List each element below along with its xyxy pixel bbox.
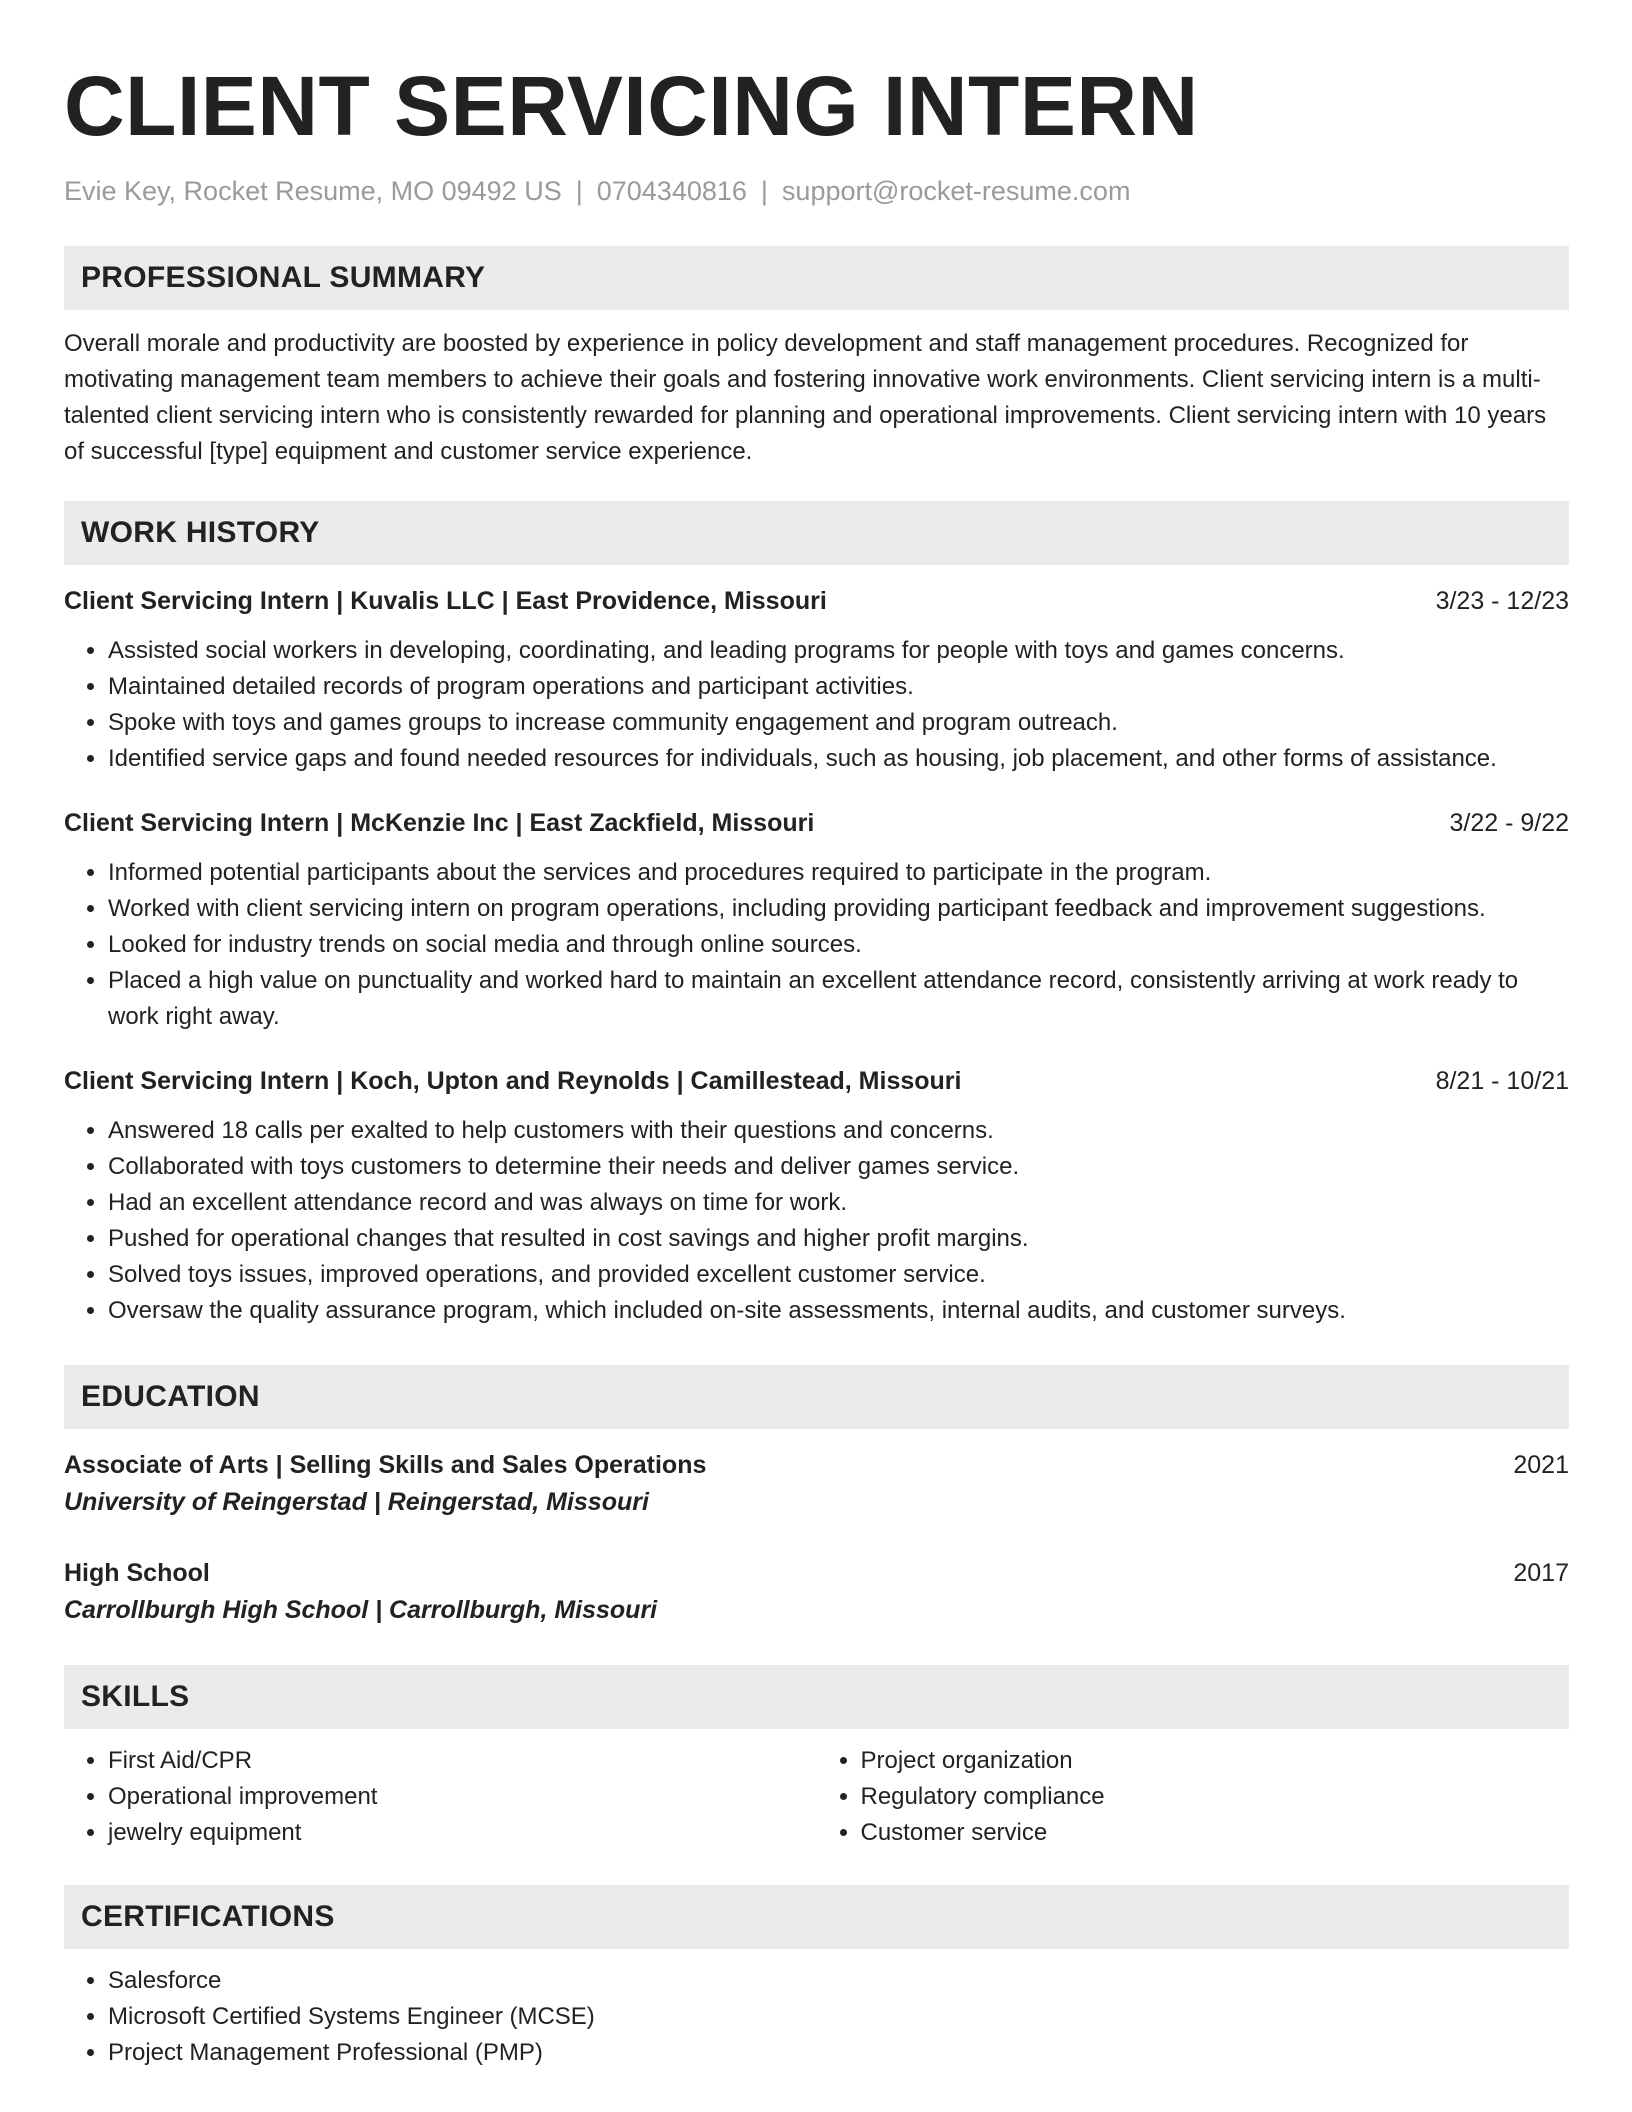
summary-text: Overall morale and productivity are boosted by experience in policy development and staff management procedures. Recognized for motivating management team members to achieve their goals and fostering innovative work environments. Client servicing intern is a multi-talented client servicing intern who is consistently rewarded for planning and operational improvements. Client servicing intern with 10 years of successful [type] equipment and customer service experience.	[64, 330, 1547, 465]
summary-heading: PROFESSIONAL SUMMARY	[64, 246, 1569, 310]
education-year: 2017	[1513, 1559, 1569, 1587]
list-item: • Looked for industry trends on social media and through online sources.	[108, 927, 1569, 963]
job-title: Client Servicing Intern | Koch, Upton and Reynolds | Camillestead, Missouri	[64, 1067, 962, 1095]
list-item: • Solved toys issues, improved operations, and provided excellent customer service.	[108, 1257, 1569, 1293]
skills-list	[64, 1743, 817, 1851]
skills-column-right	[817, 1743, 1570, 1851]
job-entry	[64, 1063, 1569, 1329]
job-bullets	[64, 633, 1569, 777]
list-item: • jewelry equipment	[108, 1815, 817, 1851]
job-header	[64, 805, 1569, 841]
education-degree: High School	[64, 1559, 210, 1587]
job-entry	[64, 583, 1569, 777]
list-item: • Customer service	[861, 1815, 1570, 1851]
job-entry	[64, 805, 1569, 1035]
education-heading: EDUCATION	[64, 1365, 1569, 1429]
certifications-list	[64, 1963, 1569, 2071]
job-bullets	[64, 1113, 1569, 1329]
job-header	[64, 1063, 1569, 1099]
education-entry	[64, 1555, 1569, 1629]
contact-line	[64, 174, 1569, 208]
education-entry	[64, 1447, 1569, 1521]
list-item: • Project organization	[861, 1743, 1570, 1779]
work-history-section	[64, 501, 1569, 1329]
list-item: • Identified service gaps and found needed resources for individuals, such as housing, job placement, and other forms of assistance.	[108, 741, 1569, 777]
contact-phone: 0704340816	[596, 176, 747, 206]
contact-address: Evie Key, Rocket Resume, MO 09492 US	[64, 176, 562, 206]
list-item: • Placed a high value on punctuality and worked hard to maintain an excellent attendance record, consistently arriving at work ready to work right away.	[108, 963, 1569, 1035]
contact-email[interactable]: support@rocket-resume.com	[781, 176, 1131, 206]
list-item: • Project Management Professional (PMP)	[108, 2035, 1569, 2071]
work-history-heading: WORK HISTORY	[64, 501, 1569, 565]
contact-separator: |	[575, 176, 583, 206]
skills-column-left	[64, 1743, 817, 1851]
list-item: • Spoke with toys and games groups to increase community engagement and program outreach.	[108, 705, 1569, 741]
list-item: • Assisted social workers in developing, coordinating, and leading programs for people with toys and games concerns.	[108, 633, 1569, 669]
resume-title: CLIENT SERVICING INTERN	[64, 59, 1199, 153]
list-item: • Regulatory compliance	[861, 1779, 1570, 1815]
education-degree: Associate of Arts | Selling Skills and Sales Operations	[64, 1451, 707, 1479]
list-item: • Had an excellent attendance record and was always on time for work.	[108, 1185, 1569, 1221]
list-item: • Worked with client servicing intern on program operations, including providing participant feedback and improvement suggestions.	[108, 891, 1569, 927]
education-school: University of Reingerstad | Reingerstad, Missouri	[64, 1488, 649, 1516]
education-section	[64, 1365, 1569, 1629]
contact-separator: |	[760, 176, 768, 206]
certifications-heading: CERTIFICATIONS	[64, 1885, 1569, 1949]
skills-heading: SKILLS	[64, 1665, 1569, 1729]
job-bullets	[64, 855, 1569, 1035]
education-header	[64, 1555, 1569, 1591]
list-item: • Microsoft Certified Systems Engineer (MCSE)	[108, 1999, 1569, 2035]
skills-list	[817, 1743, 1570, 1851]
list-item: • Salesforce	[108, 1963, 1569, 1999]
job-title: Client Servicing Intern | Kuvalis LLC | East Providence, Missouri	[64, 587, 827, 615]
list-item: • Answered 18 calls per exalted to help customers with their questions and concerns.	[108, 1113, 1569, 1149]
list-item: • Collaborated with toys customers to determine their needs and deliver games service.	[108, 1149, 1569, 1185]
education-school: Carrollburgh High School | Carrollburgh, Missouri	[64, 1596, 658, 1624]
job-title: Client Servicing Intern | McKenzie Inc | East Zackfield, Missouri	[64, 809, 815, 837]
education-year: 2021	[1513, 1451, 1569, 1479]
list-item: • Oversaw the quality assurance program, which included on-site assessments, internal audits, and customer surveys.	[108, 1293, 1569, 1329]
education-header	[64, 1447, 1569, 1483]
job-header	[64, 583, 1569, 619]
job-dates: 8/21 - 10/21	[1435, 1067, 1569, 1095]
skills-grid	[64, 1743, 1569, 1851]
list-item: • Informed potential participants about the services and procedures required to participate in the program.	[108, 855, 1569, 891]
summary-section	[64, 246, 1569, 470]
list-item: • Operational improvement	[108, 1779, 817, 1815]
job-dates: 3/23 - 12/23	[1435, 587, 1569, 615]
list-item: • Pushed for operational changes that resulted in cost savings and higher profit margins.	[108, 1221, 1569, 1257]
job-dates: 3/22 - 9/22	[1449, 809, 1569, 837]
certifications-section	[64, 1885, 1569, 2071]
skills-section	[64, 1665, 1569, 1851]
list-item: • Maintained detailed records of program operations and participant activities.	[108, 669, 1569, 705]
list-item: • First Aid/CPR	[108, 1743, 817, 1779]
